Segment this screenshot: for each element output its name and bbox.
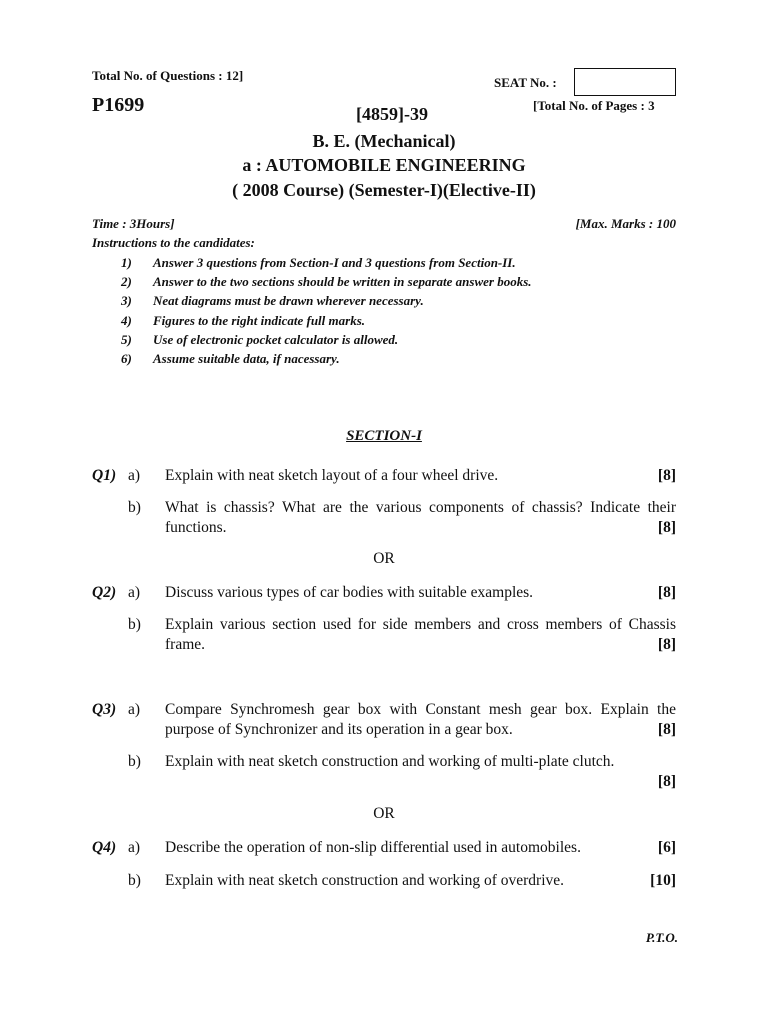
instruction-item [121, 332, 398, 348]
question-number: Q4) [92, 839, 117, 856]
or-divider: OR [373, 550, 395, 567]
seat-number-label: SEAT No. : [494, 75, 557, 90]
or-divider: OR [373, 805, 395, 822]
total-pages: [Total No. of Pages : 3 [533, 98, 655, 113]
instruction-text: Use of electronic pocket calculator is allowed. [153, 332, 399, 347]
instruction-item [121, 293, 424, 309]
subject-title: a : AUTOMOBILE ENGINEERING [242, 155, 526, 175]
instruction-text: Assume suitable data, if nacessary. [153, 351, 340, 366]
question-text: Explain with neat sketch construction and working of overdrive. [165, 872, 565, 889]
instruction-text: Answer to the two sections should be written in separate answer books. [153, 274, 532, 289]
question-text: Explain with neat sketch construction and working of multi-plate clutch. [165, 753, 615, 770]
question-text: Discuss various types of car bodies with suitable examples. [165, 584, 534, 601]
marks: [8] [657, 636, 676, 653]
subpart-label: b) [128, 753, 141, 770]
subpart-label: a) [128, 701, 141, 718]
subpart-label: a) [128, 839, 141, 856]
question-text: Describe the operation of non-slip differential used in automobiles. [165, 839, 581, 856]
instruction-item [121, 313, 365, 329]
question-number: Q1) [92, 467, 117, 484]
marks: [8] [657, 721, 676, 738]
subpart-label: b) [128, 499, 141, 516]
instruction-number: 4) [121, 313, 132, 328]
instruction-text: Figures to the right indicate full marks. [153, 313, 366, 328]
section-title: SECTION-I [346, 428, 422, 444]
instruction-number: 3) [121, 293, 132, 308]
instruction-number: 6) [121, 351, 132, 366]
instruction-text: Answer 3 questions from Section-I and 3 questions from Section-II. [153, 255, 516, 270]
subpart-label: a) [128, 467, 141, 484]
instruction-number: 5) [121, 332, 132, 347]
marks: [8] [657, 467, 676, 484]
instructions-heading: Instructions to the candidates: [92, 235, 255, 250]
marks: [8] [657, 519, 676, 536]
degree-title: B. E. (Mechanical) [312, 131, 456, 151]
course-title: ( 2008 Course) (Semester-I)(Elective-II) [232, 180, 536, 200]
instruction-item [121, 351, 340, 367]
marks: [8] [657, 773, 676, 790]
question-text: Compare Synchromesh gear box with Constant mesh gear box. Explain the purpose of Synchronizer and its operation in a gear box. [165, 701, 676, 738]
marks: [10] [650, 872, 676, 889]
instruction-item [121, 255, 516, 271]
instruction-item [121, 274, 532, 290]
subpart-label: b) [128, 616, 141, 633]
subpart-label: a) [128, 584, 141, 601]
please-turn-over: P.T.O. [645, 930, 678, 945]
marks: [6] [657, 839, 676, 856]
question-text: What is chassis? What are the various components of chassis? Indicate their functions. [165, 499, 676, 536]
paper-code: P1699 [92, 94, 145, 116]
max-marks: [Max. Marks : 100 [575, 216, 676, 231]
exam-time: Time : 3Hours] [92, 216, 175, 231]
question-text: Explain with neat sketch layout of a four wheel drive. [165, 467, 499, 484]
seat-number-box [574, 68, 676, 96]
total-questions: Total No. of Questions : 12] [92, 68, 244, 83]
instruction-text: Neat diagrams must be drawn wherever necessary. [153, 293, 424, 308]
exam-code: [4859]-39 [356, 104, 428, 124]
instruction-number: 1) [121, 255, 132, 270]
question-text: Explain various section used for side members and cross members of Chassis frame. [165, 616, 676, 653]
question-number: Q2) [92, 584, 117, 601]
subpart-label: b) [128, 872, 141, 889]
instruction-number: 2) [121, 274, 132, 289]
question-number: Q3) [92, 701, 117, 718]
marks: [8] [657, 584, 676, 601]
